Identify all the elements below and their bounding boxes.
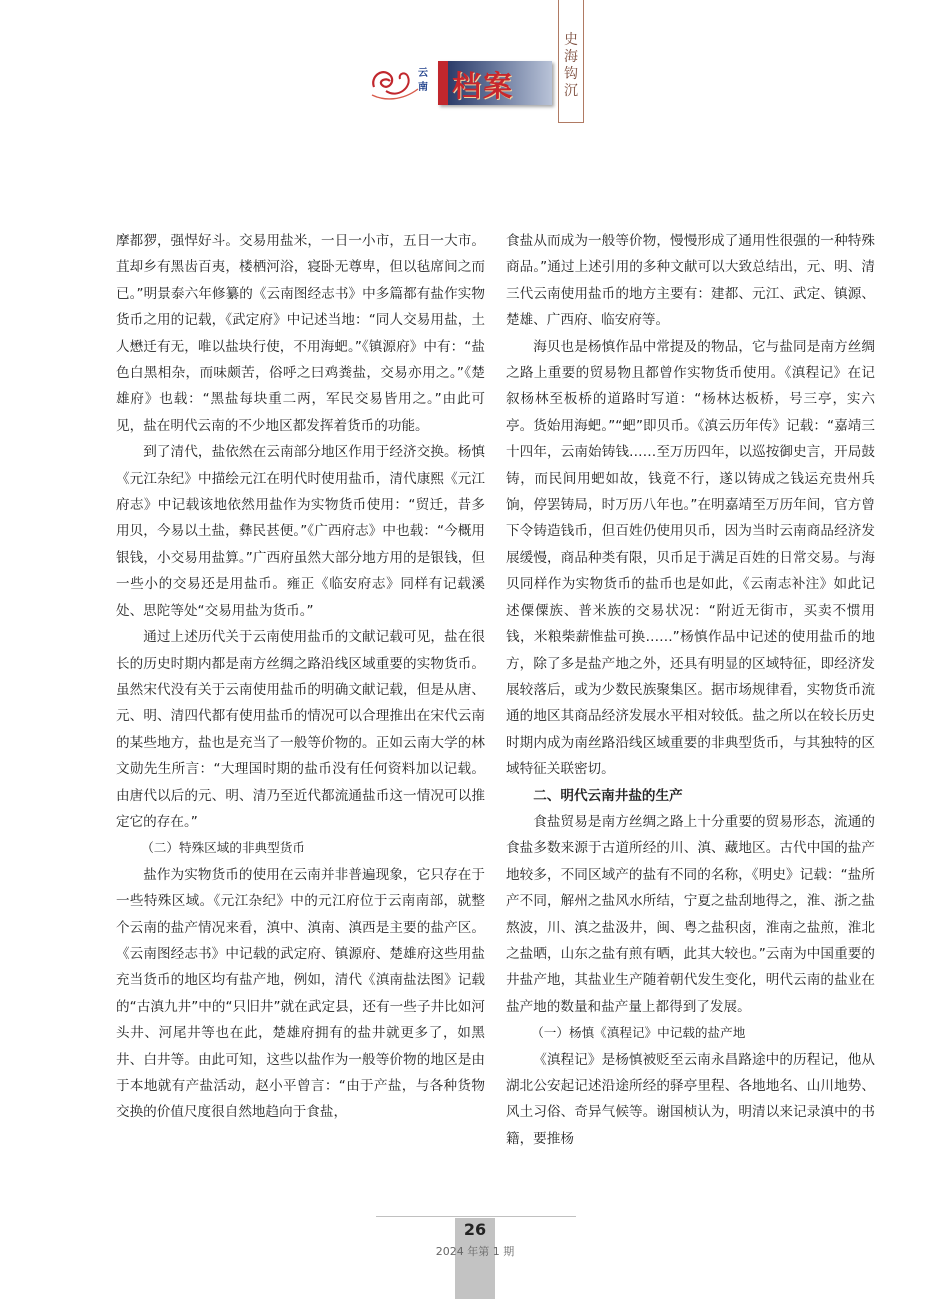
- page-number: 26: [463, 1220, 487, 1239]
- subsection-heading: （一）杨慎《滇程记》中记载的盐产地: [531, 1025, 746, 1041]
- paragraph: 食盐贸易是南方丝绸之路上十分重要的贸易形态，流通的食盐多数来源于古道所经的川、滇、藏地区。古代中国的盐产地较多，不同区域产的盐有不同的名称，《明史》记载：“盐所产不同，解州之盐风水所结，宁夏之盐刮地得之，淮、浙之盐熬波，川、滇之盐汲井，闽、粤之盐积卤，淮南之盐煎，淮北之盐晒，山东之盐有煎有晒，此其大较也。”云南为中国重要的井盐产地，其盐业生产随着朝代发生变化，明代云南的盐业在盐产地的数量和盐产量上都得到了发展。: [506, 813, 875, 1015]
- right-column: [506, 228, 875, 1152]
- paragraph: 摩都猡，强悍好斗。交易用盐米，一日一小市，五日一大市。苴却乡有黑齿百夷，楼栖河浴，寝卧无尊卑，但以毡席间之而已。”明景泰六年修纂的《云南图经志书》中多篇都有盐作实物货币之用的记载，《武定府》中记述当地：“同人交易用盐，土人懋迁有无，唯以盐块行使，不用海蚆。”《镇源府》中有：“盐色白黑相杂，而味颇苦，俗呼之曰鸡粪盐，交易亦用之。”《楚雄府》也载：“黑盐每块重二两，军民交易皆用之。”由此可见，盐在明代云南的不少地区都发挥着货币的功能。: [116, 233, 485, 434]
- logo-accent-strip: [438, 61, 448, 105]
- paragraph: 盐作为实物货币的使用在云南并非普遍现象，它只存在于一些特殊区域。《元江杂纪》中的元江府位于云南南部，就整个云南的盐产情况来看，滇中、滇南、滇西是主要的盐产区。《云南图经志书》中记载的武定府、镇源府、楚雄府这些用盐充当货币的地区均有盐产地，例如，清代《滇南盐法图》记载的“古滇九井”中的“只旧井”就在武定县，还有一些子井比如河头井、河尾井等也在此，楚雄府拥有的盐井就更多了，如黑井、白井等。由此可知，这些以盐作为一般等价物的地区是由于本地就有产盐活动，赵小平曾言：“由于产盐，与各种货物交换的价值尺度很自然地趋向于食盐，: [116, 866, 485, 1121]
- left-column: [116, 228, 485, 1126]
- paragraph: 海贝也是杨慎作品中常提及的物品，它与盐同是南方丝绸之路上重要的贸易物且都曾作实物货币使用。《滇程记》在记叙杨林至板桥的道路时写道：“杨林达板桥，号三亭，实六亭。货始用海蚆。”“蚆”即贝币。《滇云历年传》记载：“嘉靖三十四年，云南始铸钱……至万历四年，以巡按御史言，开局鼓铸，而民间用蚆如故，钱竟不行，遂以铸成之钱运充贵州兵饷，停罢铸局，时万历八年也。”在明嘉靖至万历年间，官方曾下令铸造钱币，但百姓仍使用贝币，因为当时云南商品经济发展缓慢，商品种类有限，贝币足于满足百姓的日常交易。与海贝同样作为实物货币的盐币也是如此，《云南志补注》如此记述僳僳族、普米族的交易状况：“附近无街市，买卖不惯用钱，米粮柴薪惟盐可换……”杨慎作品中记述的使用盐币的地方，除了多是盐产地之外，还具有明显的区域特征，即经济发展较落后，或为少数民族聚集区。据市场规律看，实物货币流通的地区其商品经济发展水平相对较低。盐之所以在较长历史时期内成为南丝路沿线区域重要的非典型货币，与其独特的区域特征关联密切。: [506, 338, 875, 778]
- section-tab: [558, 0, 584, 123]
- paragraph: 食盐从而成为一般等价物，慢慢形成了通用性很强的一种特殊商品。”通过上述引用的多种文献可以大致总结出，元、明、清三代云南使用盐币的地方主要有：建都、元江、武定、镇源、楚雄、广西府、临安府等。: [506, 233, 875, 329]
- logo-yunnan-label: 云 南: [418, 68, 428, 93]
- paragraph: 到了清代，盐依然在云南部分地区作用于经济交换。杨慎《元江杂纪》中描绘元江在明代时使用盐币，清代康熙《元江府志》中记载该地依然用盐作为实物货币使用：“贸迁，昔多用贝，今易以土盐，彝民甚便。”《广西府志》中也载：“今概用银钱，小交易用盐算。”广西府虽然大部分地方用的是银钱，但一些小的交易还是用盐币。雍正《临安府志》同样有记载溪处、思陀等处“交易用盐为货币。”: [116, 444, 485, 619]
- logo-title: 档案: [452, 69, 515, 103]
- footer-divider: [376, 1216, 576, 1217]
- section-label: 史 海 钩 沉: [564, 32, 578, 99]
- section-heading: 二、明代云南井盐的生产: [533, 787, 683, 804]
- logo-title-box: [438, 61, 552, 105]
- journal-logo: [368, 55, 558, 107]
- paragraph: 《滇程记》是杨慎被贬至云南永昌路途中的历程记，他从湖北公安起记述沿途所经的驿亭里程、各地地名、山川地势、风土习俗、奇异气候等。谢国桢认为，明清以来记录滇中的书籍，要推杨: [506, 1051, 875, 1147]
- subsection-heading: （二）特殊区域的非典型货币: [141, 840, 305, 856]
- paragraph: 通过上述历代关于云南使用盐币的文献记载可见，盐在很长的历史时期内都是南方丝绸之路沿线区域重要的实物货币。虽然宋代没有关于云南使用盐币的明确文献记载，但是从唐、元、明、清四代都有使用盐币的情况可以合理推出在宋代云南的某些地方，盐也是充当了一般等价物的。正如云南大学的林文勋先生所言：“大理国时期的盐币没有任何资料加以记载。由唐代以后的元、明、清乃至近代都流通盐币这一情况可以推定它的存在。”: [116, 629, 485, 830]
- issue-label: 2024 年第 1 期: [435, 1245, 515, 1258]
